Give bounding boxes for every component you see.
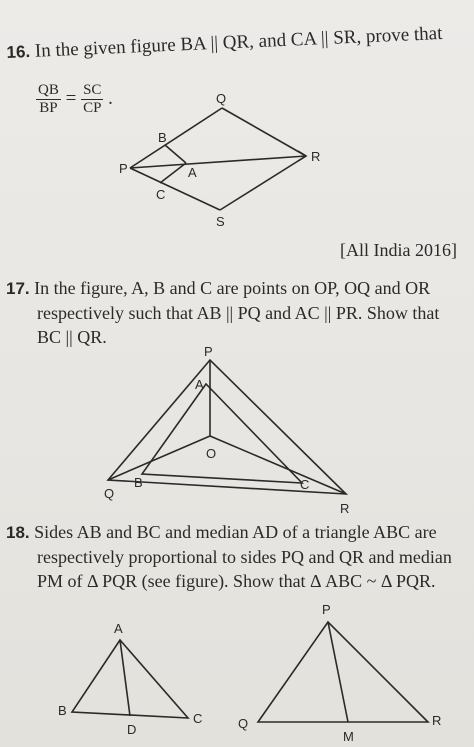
q18-line3: PM of Δ PQR (see figure). Show that Δ ABC ~ Δ PQR.	[37, 571, 436, 591]
q18-triangle-PQR	[258, 622, 428, 722]
q16-source: [All India 2016]	[340, 240, 457, 260]
q16-frac2-den: CP	[83, 100, 102, 116]
q18-line2: respectively proportional to sides PQ and QR and median	[37, 547, 452, 567]
q18-label-P: P	[322, 602, 331, 617]
q16-text: In the given figure BA || QR, and CA || SR, prove that	[34, 22, 443, 62]
q16-label-B: B	[158, 130, 167, 145]
q17-line3: BC || QR.	[37, 327, 107, 347]
q16-label-Q: Q	[216, 91, 227, 106]
q17-label-A: A	[195, 377, 204, 392]
q18-label-M: M	[343, 729, 354, 744]
q16-frac1-num: QB	[38, 82, 59, 98]
q18-median-PM	[328, 622, 348, 722]
q18-label-D: D	[127, 722, 137, 737]
q17-label-O: O	[206, 446, 217, 461]
q17-number: 17.	[6, 279, 30, 298]
q18-label-Q: Q	[238, 716, 249, 731]
q18-median-AD	[120, 640, 130, 716]
q18-number: 18.	[6, 523, 30, 542]
q18-label-C: C	[193, 711, 203, 726]
q16-label-A: A	[188, 165, 197, 180]
q18-triangle-ABC	[72, 640, 188, 718]
q16-label-P: P	[119, 161, 128, 176]
q18-label-A: A	[114, 621, 123, 636]
q17-label-P: P	[204, 344, 213, 359]
q16-label-R: R	[311, 149, 321, 164]
q16-number: 16.	[6, 41, 31, 62]
q16-frac2-num: SC	[83, 82, 102, 98]
q18-label-R: R	[432, 713, 442, 728]
q17-line2: respectively such that AB || PQ and AC || PR. Show that	[37, 303, 440, 323]
q17-label-R: R	[340, 501, 350, 516]
q16-label-C: C	[156, 187, 166, 202]
q18-line1: Sides AB and BC and median AD of a triangle ABC are	[34, 522, 437, 542]
q17-label-C: C	[300, 477, 310, 492]
q16-label-S: S	[216, 214, 225, 229]
q18-label-B: B	[58, 703, 67, 718]
q17-label-Q: Q	[104, 486, 115, 501]
q17-line1: In the figure, A, B and C are points on OP, OQ and OR	[34, 278, 431, 298]
q16-frac1-den: BP	[39, 100, 58, 116]
q16-equals: =	[65, 87, 77, 109]
q16-period: .	[108, 87, 113, 109]
q17-label-B: B	[134, 475, 143, 490]
